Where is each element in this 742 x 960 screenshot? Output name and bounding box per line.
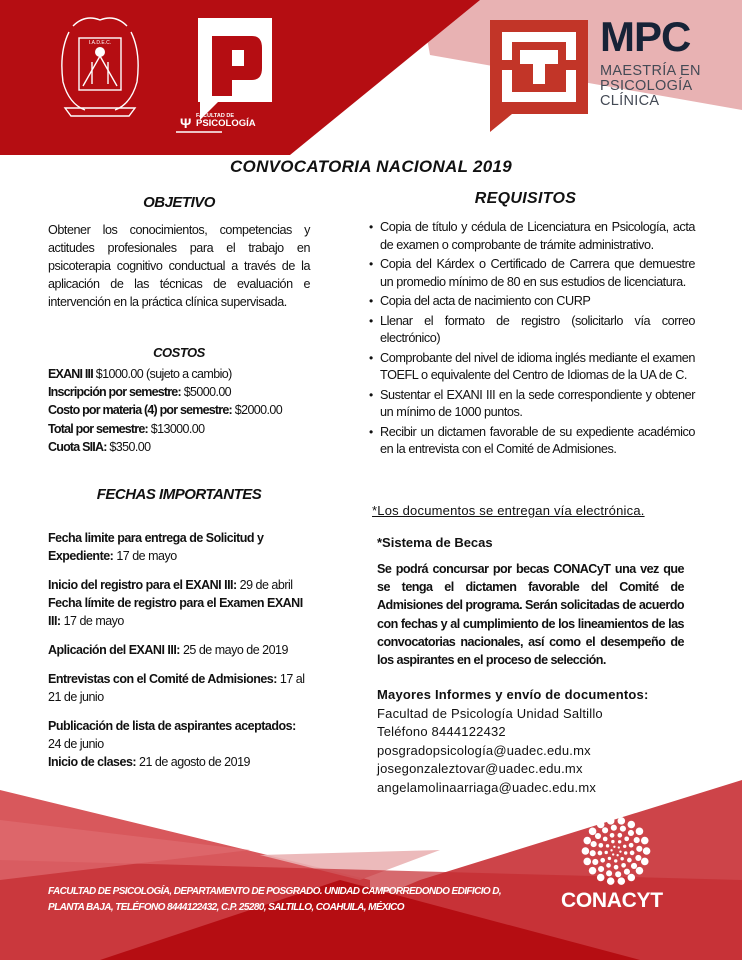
costo-item: Cuota SIIA: $350.00 [48, 439, 151, 454]
page-title: CONVOCATORIA NACIONAL 2019 [229, 157, 513, 176]
requisitos-note: *Los documentos se entregan vía electrónica. [372, 503, 645, 518]
requisito-item: • Sustentar el EXANI III en la sede correspondiente y obtener un mínimo de 1000 puntos. [380, 387, 695, 422]
costo-item: Costo por materia (4) por semestre: $2000.00 [48, 403, 283, 418]
conacyt-label: CONACYT [561, 889, 663, 912]
conacyt-dot [592, 859, 598, 865]
conacyt-dot [628, 830, 634, 836]
conacyt-dot [636, 846, 642, 852]
conacyt-dot [634, 837, 640, 843]
conacyt-dot [603, 837, 608, 842]
conacyt-dot [612, 853, 614, 855]
fecha-item: Fecha límite de registro para el Examen EXANI III: 17 de mayo [48, 596, 303, 628]
conacyt-dot [598, 866, 604, 872]
conacyt-dot [589, 828, 597, 836]
conacyt-dot [623, 845, 626, 848]
contact-heading: Mayores Informes y envío de documentos: [377, 687, 649, 702]
conacyt-dot [621, 863, 626, 868]
conacyt-dot [600, 858, 605, 863]
contact-email-link[interactable]: angelamolinaarriaga@uadec.edu.mx [377, 779, 597, 795]
fechas-list [48, 529, 310, 771]
conacyt-dot [619, 851, 621, 853]
costo-item: EXANI III $1000.00 (sujeto a cambio) [48, 367, 232, 381]
conacyt-dot [615, 871, 621, 877]
becas-heading: *Sistema de Becas [377, 535, 493, 550]
contact-email-link[interactable]: josegonzaleztovar@uadec.edu.mx [377, 761, 583, 776]
fecha-item: Fecha limite para entrega de Solicitud y Expediente: 17 de mayo [48, 531, 264, 563]
contact-address: Facultad de Psicología Unidad Saltillo [377, 705, 603, 721]
conacyt-dot [614, 865, 619, 870]
conacyt-dot [624, 851, 627, 854]
requisito-item: • Copia de título y cédula de Licenciatura en Psicología, acta de examen o comprobante de trámite administrativo. [380, 219, 695, 254]
conacyt-dot [595, 833, 601, 839]
requisitos-heading: REQUISITOS [474, 190, 577, 207]
conacyt-dot [610, 833, 615, 838]
university-crest-logo [55, 12, 145, 122]
fecha-item: Inicio de clases: 21 de agosto de 2019 [48, 755, 250, 769]
contact-email-link[interactable]: posgradopsicología@uadec.edu.mx [377, 742, 591, 758]
conacyt-dot [624, 836, 629, 841]
mpc-line1: MAESTRÍA EN [600, 63, 701, 79]
conacyt-dot [602, 827, 608, 833]
conacyt-dot [617, 833, 622, 838]
svg-text:Ψ: Ψ [180, 115, 192, 131]
requisito-item: • Llenar el formato de registro (solicitarlo vía correo electrónico) [380, 313, 695, 348]
fecha-item: Aplicación del EXANI III: 25 de mayo de 2019 [48, 643, 288, 657]
conacyt-dot [604, 851, 607, 854]
requisito-item: • Comprobante del nivel de idioma inglés mediante el examen TOEFL o equivalente del Centro de Idiomas de la UA de C. [380, 350, 695, 385]
mpc-logo-icon [490, 20, 588, 132]
conacyt-dot [598, 843, 603, 848]
conacyt-dot [582, 847, 590, 855]
conacyt-dot [610, 849, 612, 851]
conacyt-dot [616, 854, 618, 856]
conacyt-dot [618, 846, 620, 848]
becas-text: Se podrá concursar por becas CONACyT una vez que se tenga el dictamen favorable del Comité de Admisiones del programa. Serán solicitadas de acuerdo con fechas y al cumplimiento de los lineamientos de las convocatorias nacionales, así como el desempeño de los aspirantes en el proceso de selección. [377, 562, 684, 668]
faculty-logo-line1: FACULTAD DE [196, 113, 234, 119]
mpc-line2: PSICOLOGÍA [600, 78, 693, 94]
conacyt-dot [641, 837, 649, 845]
fecha-item: Publicación de lista de aspirantes aceptados: 24 de junio [48, 719, 296, 751]
conacyt-dot [620, 826, 626, 832]
conacyt-dot [629, 843, 634, 848]
conacyt-dot [614, 859, 617, 862]
svg-text:I.A.D.E.C.: I.A.D.E.C. [88, 40, 112, 46]
contact-block [377, 686, 648, 797]
conacyt-dot [597, 874, 605, 882]
conacyt-dot [620, 857, 623, 860]
fecha-item: Entrevistas con el Comité de Admisiones: 17 al 21 de junio [48, 672, 305, 704]
contact-phone: Teléfono 8444122432 [377, 724, 506, 739]
mpc-line3: CLÍNICA [600, 93, 660, 109]
costos-heading: COSTOS [153, 345, 205, 360]
requisitos-list [368, 219, 695, 461]
conacyt-dot [611, 840, 614, 843]
conacyt-dot [636, 867, 644, 875]
conacyt-dot [628, 874, 636, 882]
conacyt-dot [618, 817, 626, 825]
conacyt-dot [583, 858, 591, 866]
faculty-logo-line2: PSICOLOGÍA [196, 118, 256, 129]
conacyt-dot [611, 825, 617, 831]
conacyt-dot [643, 847, 651, 855]
conacyt-dot [598, 851, 603, 856]
conacyt-dots-icon [580, 815, 652, 887]
conacyt-dot [597, 821, 605, 829]
conacyt-dot [608, 857, 611, 860]
requisito-item: • Copia del acta de nacimiento con CURP [380, 293, 695, 311]
costo-item: Inscripción por semestre: $5000.00 [48, 385, 232, 400]
costos-list [48, 365, 310, 456]
footer-address: FACULTAD DE PSICOLOGÍA, DEPARTAMENTO DE POSGRADO. UNIDAD CAMPORREDONDO EDIFICIO D, PLANTA BAJA, TELÉFONO 8444122432, C.P. 25280, SALTILLO, COAHUILA, MÉXICO [48, 886, 502, 913]
conacyt-dot [636, 828, 644, 836]
conacyt-dot [613, 846, 615, 848]
conacyt-dot [635, 855, 641, 861]
conacyt-dot [583, 837, 591, 845]
conacyt-dot [591, 841, 597, 847]
costo-item: Total por semestre: $13000.00 [48, 421, 205, 436]
fechas-heading: FECHAS IMPORTANTES [96, 486, 262, 503]
conacyt-dot [606, 870, 612, 876]
conacyt-dot [631, 863, 637, 869]
conacyt-dot [618, 877, 626, 885]
conacyt-dot [627, 858, 632, 863]
mpc-abbr: MPC [600, 13, 691, 60]
conacyt-dot [618, 840, 621, 843]
requisito-item: • Recibir un dictamen favorable de su expediente académico en la entrevista con el Comité de Admisiones. [380, 424, 695, 459]
faculty-psychology-logo [176, 16, 276, 134]
objetivo-heading: OBJETIVO [143, 194, 215, 211]
requisito-item: • Copia del Kárdex o Certificado de Carrera que demuestre un promedio mínimo de 80 en sus estudios de licenciatura. [380, 256, 695, 291]
conacyt-dot [589, 867, 597, 875]
conacyt-dot [590, 850, 596, 856]
fecha-item: Inicio del registro para el EXANI III: 29 de abril [48, 578, 293, 592]
conacyt-dot [607, 817, 615, 825]
conacyt-dot [606, 863, 611, 868]
conacyt-dot [624, 869, 630, 875]
conacyt-dot [607, 877, 615, 885]
conacyt-dot [641, 858, 649, 866]
conacyt-dot [628, 821, 636, 829]
objetivo-text: Obtener los conocimientos, competencias y actitudes profesionales para el trabajo en psicoterapia cognitivo conductual a través de la aplicación de las técnicas de evaluación e intervención en la práctica clínica supervisada. [48, 223, 310, 309]
mpc-logo-text [600, 13, 701, 109]
conacyt-dot [606, 844, 609, 847]
conacyt-dot [630, 851, 635, 856]
